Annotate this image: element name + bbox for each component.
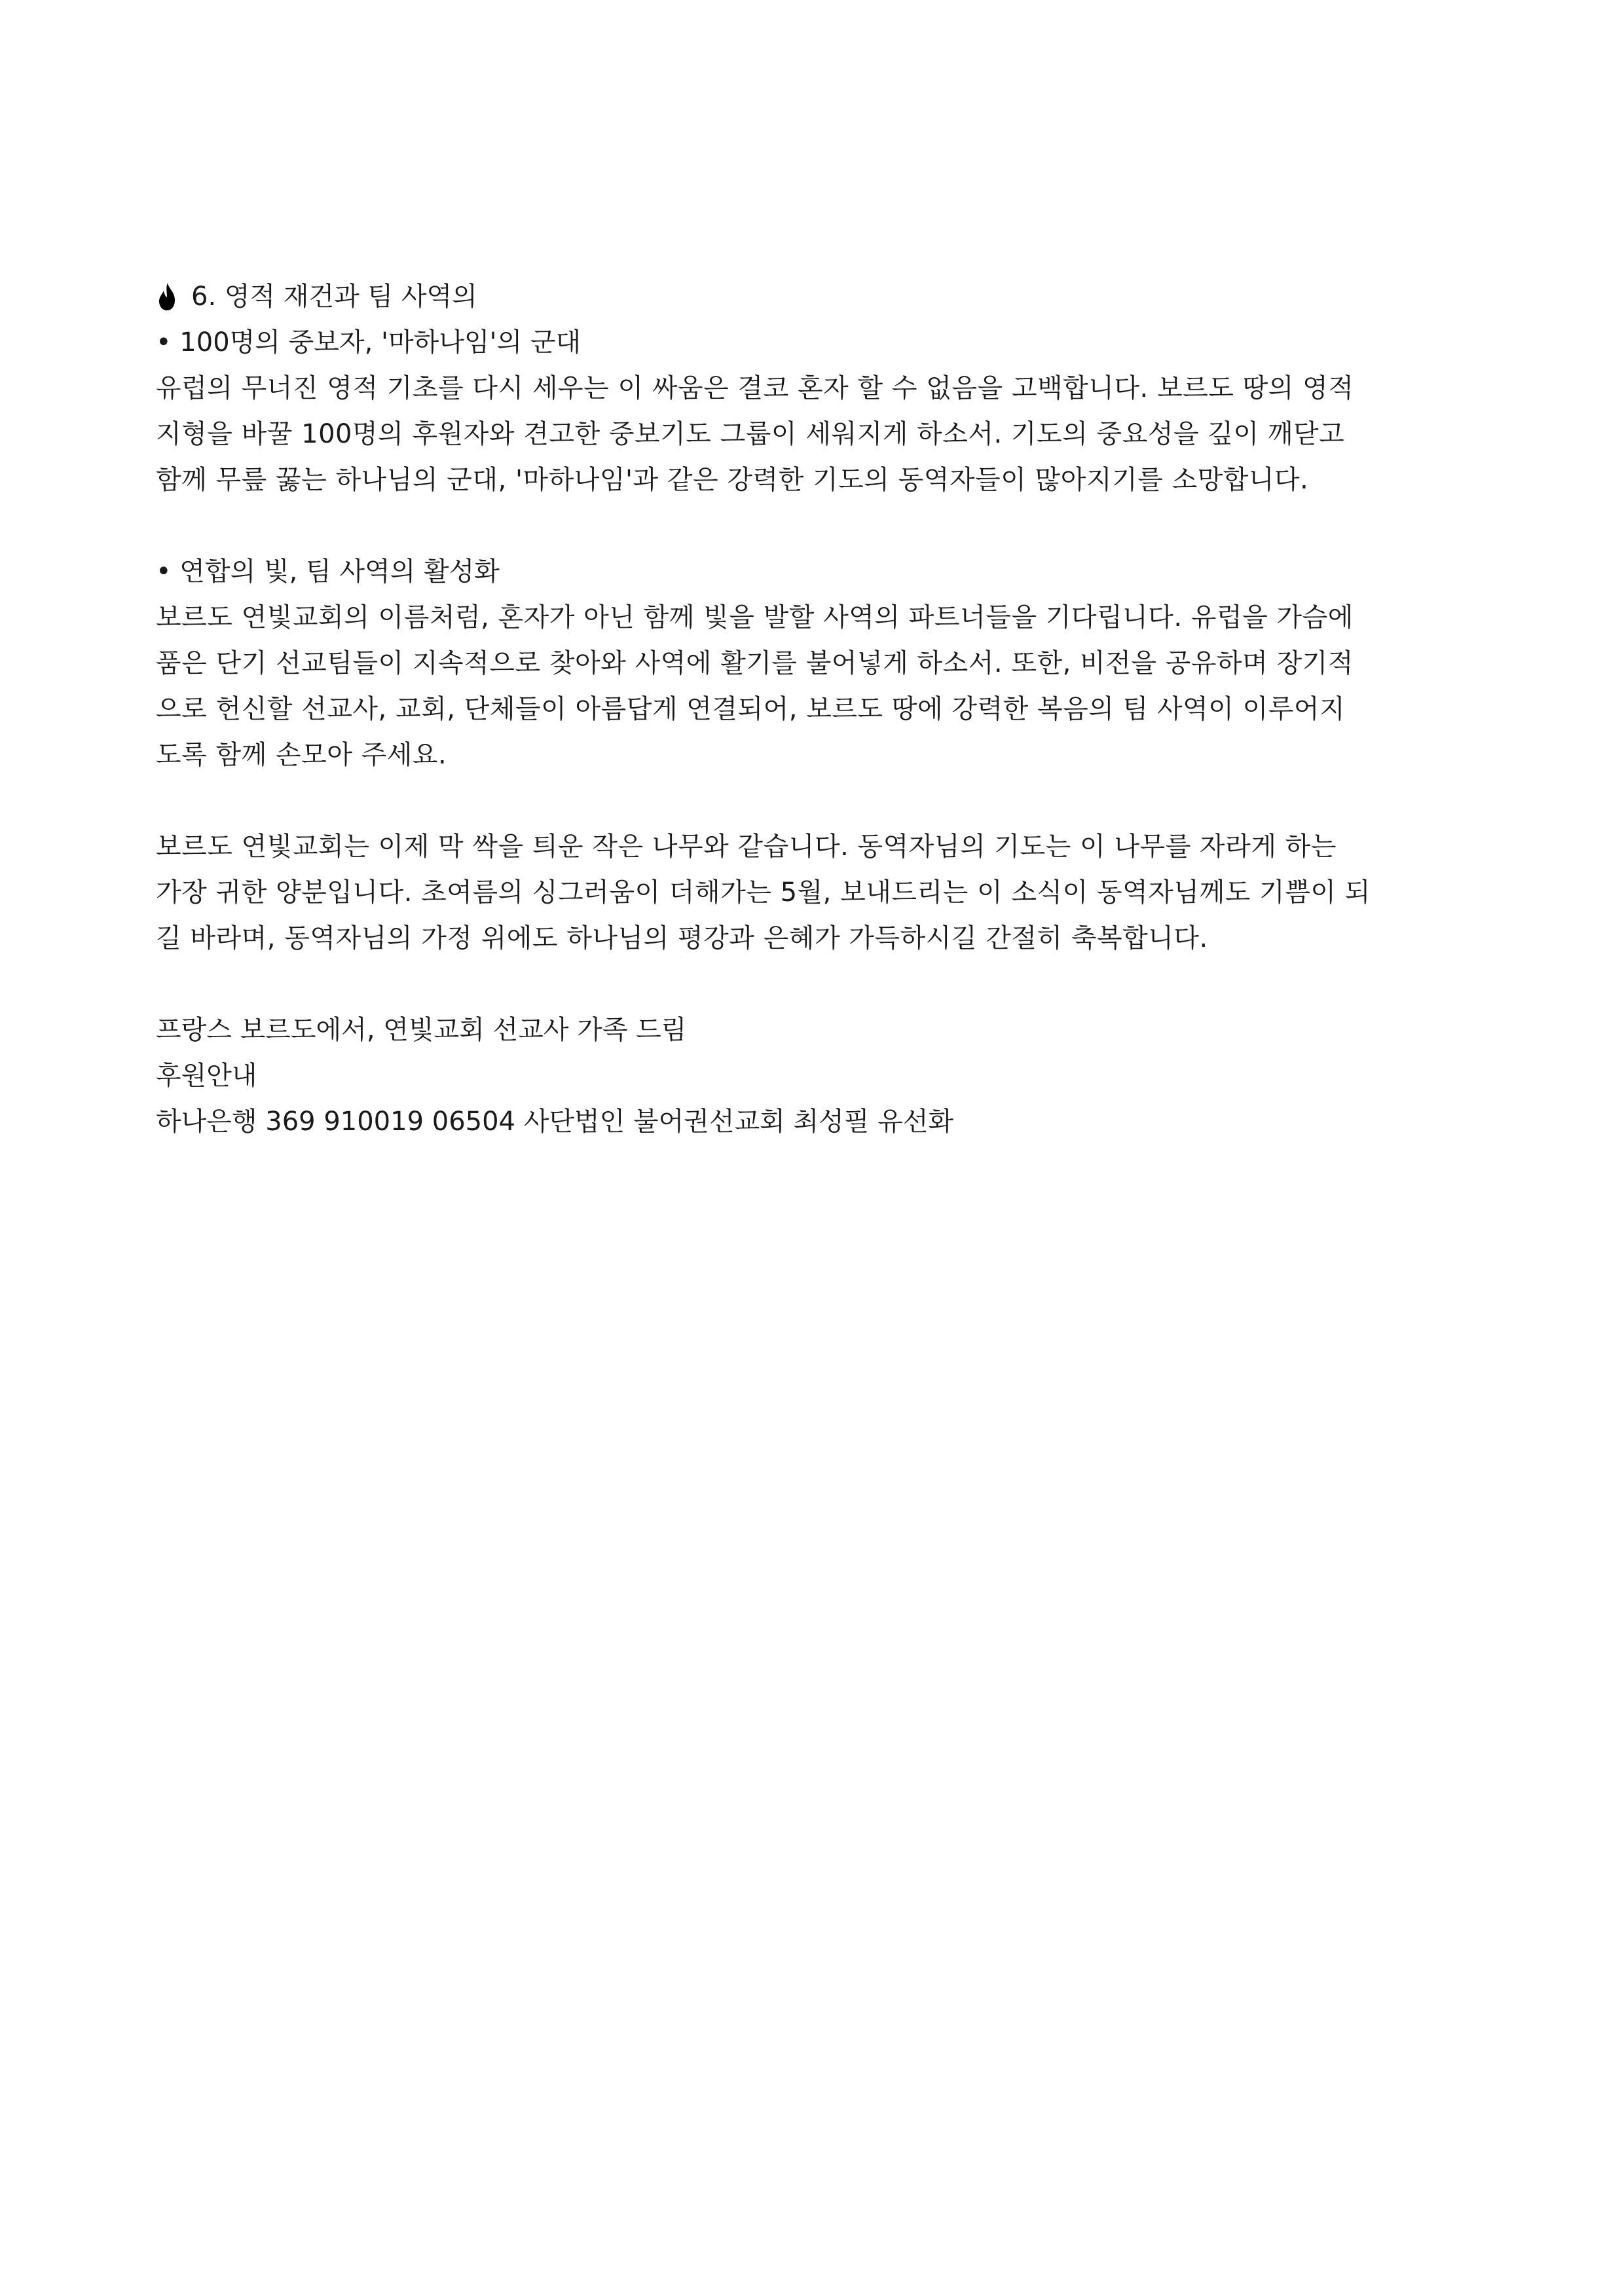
spacer [156, 961, 1472, 1007]
spacer [156, 778, 1472, 824]
support-label: 후원안내 [156, 1061, 257, 1091]
subheading-team-ministry: • 연합의 빛, 팀 사역의 활성화 [156, 557, 500, 587]
flame-icon [157, 282, 177, 311]
paragraph-line: 으로 헌신할 선교사, 교회, 단체들이 아름답게 연결되어, 보르도 땅에 강력한 복음의 팀 사역이 이루어지 [156, 694, 1346, 724]
spacer [156, 503, 1472, 549]
section-heading [156, 274, 1472, 320]
letter-page [156, 274, 1472, 1145]
bank-account: 하나은행 369 910019 06504 사단법인 불어권선교회 최성필 유선화 [156, 1107, 954, 1137]
paragraph-line: 보르도 연빛교회의 이름처럼, 혼자가 아닌 함께 빛을 발할 사역의 파트너들을 기다립니다. 유럽을 가슴에 [156, 602, 1354, 633]
paragraph-line: 품은 단기 선교팀들이 지속적으로 찾아와 사역에 활기를 불어넣게 하소서. 또한, 비전을 공유하며 장기적 [156, 648, 1354, 678]
paragraph-line: 지형을 바꿀 100명의 후원자와 견고한 중보기도 그룹이 세워지게 하소서. 기도의 중요성을 깊이 깨닫고 [156, 419, 1345, 449]
paragraph-line: 함께 무릎 꿇는 하나님의 군대, '마하나임'과 같은 강력한 기도의 동역자들이 많아지기를 소망합니다. [156, 465, 1309, 495]
closing-line: 보르도 연빛교회는 이제 막 싹을 틔운 작은 나무와 같습니다. 동역자님의 기도는 이 나무를 자라게 하는 [156, 832, 1337, 862]
closing-line: 가장 귀한 양분입니다. 초여름의 싱그러움이 더해가는 5월, 보내드리는 이 소식이 동역자님께도 기쁨이 되 [156, 877, 1371, 908]
paragraph-line: 도록 함께 손모아 주세요. [156, 740, 447, 770]
section-heading-text: 6. 영적 재건과 팀 사역의 [191, 282, 477, 312]
subheading-intercessors: • 100명의 중보자, '마하나임'의 군대 [156, 327, 581, 358]
signature-from: 프랑스 보르도에서, 연빛교회 선교사 가족 드림 [156, 1015, 687, 1045]
closing-line: 길 바라며, 동역자님의 가정 위에도 하나님의 평강과 은혜가 가득하시길 간절히 축복합니다. [156, 923, 1208, 953]
paragraph-line: 유럽의 무너진 영적 기초를 다시 세우는 이 싸움은 결코 혼자 할 수 없음을 고백합니다. 보르도 땅의 영적 [156, 373, 1354, 403]
